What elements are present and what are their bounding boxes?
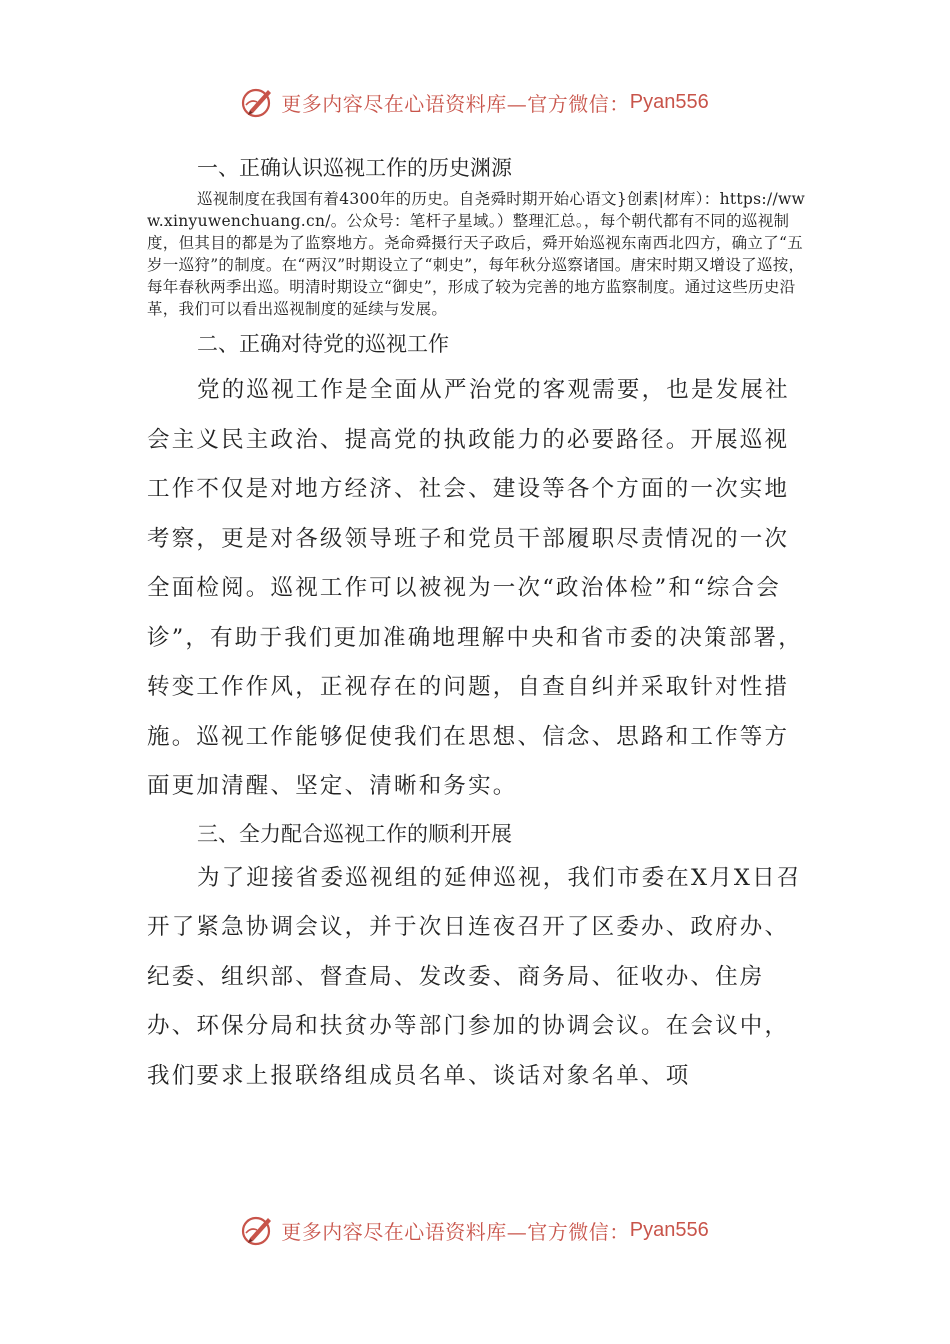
section-heading-3: 三、全力配合巡视工作的顺利开展 bbox=[197, 821, 512, 846]
section-paragraph-3: 为了迎接省委巡视组的延伸巡视，我们市委在X月X日召开了紧急协调会议，并于次日连夜召开了区委办、政府办、纪委、组织部、督查局、发改委、商务局、征收办、住房办、环保分局和扶贫办等部门参加的协调会议。在会议中，我们要求上报联络组成员名单、谈话对象名单、项 bbox=[147, 864, 802, 1089]
section-heading-1: 一、正确认识巡视工作的历史渊源 bbox=[197, 156, 512, 180]
wechat-id: Pyan556 bbox=[629, 90, 709, 113]
footer-banner bbox=[0, 1210, 950, 1250]
pen-logo-icon bbox=[241, 1213, 275, 1247]
header-banner bbox=[0, 82, 950, 122]
wechat-id: Pyan556 bbox=[629, 1218, 709, 1241]
pen-logo-icon bbox=[241, 85, 275, 119]
section-paragraph-1: 巡视制度在我国有着4300年的历史。自尧舜时期开始心语文}创素|材库）：https://www.xinyuwenchuang.cn/。公众号：笔杆子星域。）整理汇总。，每个朝代都有不同的巡视制度，但其目的都是为了监察地方。尧命舜摄行天子政后，舜开始巡视东南西北四方，确立了“五岁一巡狩”的制度。在“两汉”时期设立了“刺史”，每年秋分巡察诸国。唐宋时期又增设了巡按，每年春秋两季出巡。明清时期设立“御史”，形成了较为完善的地方监察制度。通过这些历史沿革，我们可以看出巡视制度的延续与发展。 bbox=[147, 190, 806, 318]
banner-text: 更多内容尽在心语资料库—官方微信： bbox=[281, 1219, 630, 1244]
section-paragraph-2: 党的巡视工作是全面从严治党的客观需要，也是发展社会主义民主政治、提高党的执政能力的必要路径。开展巡视工作不仅是对地方经济、社会、建设等各个方面的一次实地考察，更是对各级领导班子和党员干部履职尽责情况的一次全面检阅。巡视工作可以被视为一次“政治体检”和“综合会诊”，有助于我们更加准确地理解中央和省市委的决策部署，转变工作作风，正视存在的问题，自查自纠并采取针对性措施。巡视工作能够促使我们在思想、信念、思路和工作等方面更加清醒、坚定、清晰和务实。 bbox=[147, 377, 803, 799]
banner-text: 更多内容尽在心语资料库—官方微信： bbox=[281, 91, 630, 116]
section-heading-2: 二、正确对待党的巡视工作 bbox=[197, 332, 449, 356]
document-body bbox=[147, 150, 807, 1101]
